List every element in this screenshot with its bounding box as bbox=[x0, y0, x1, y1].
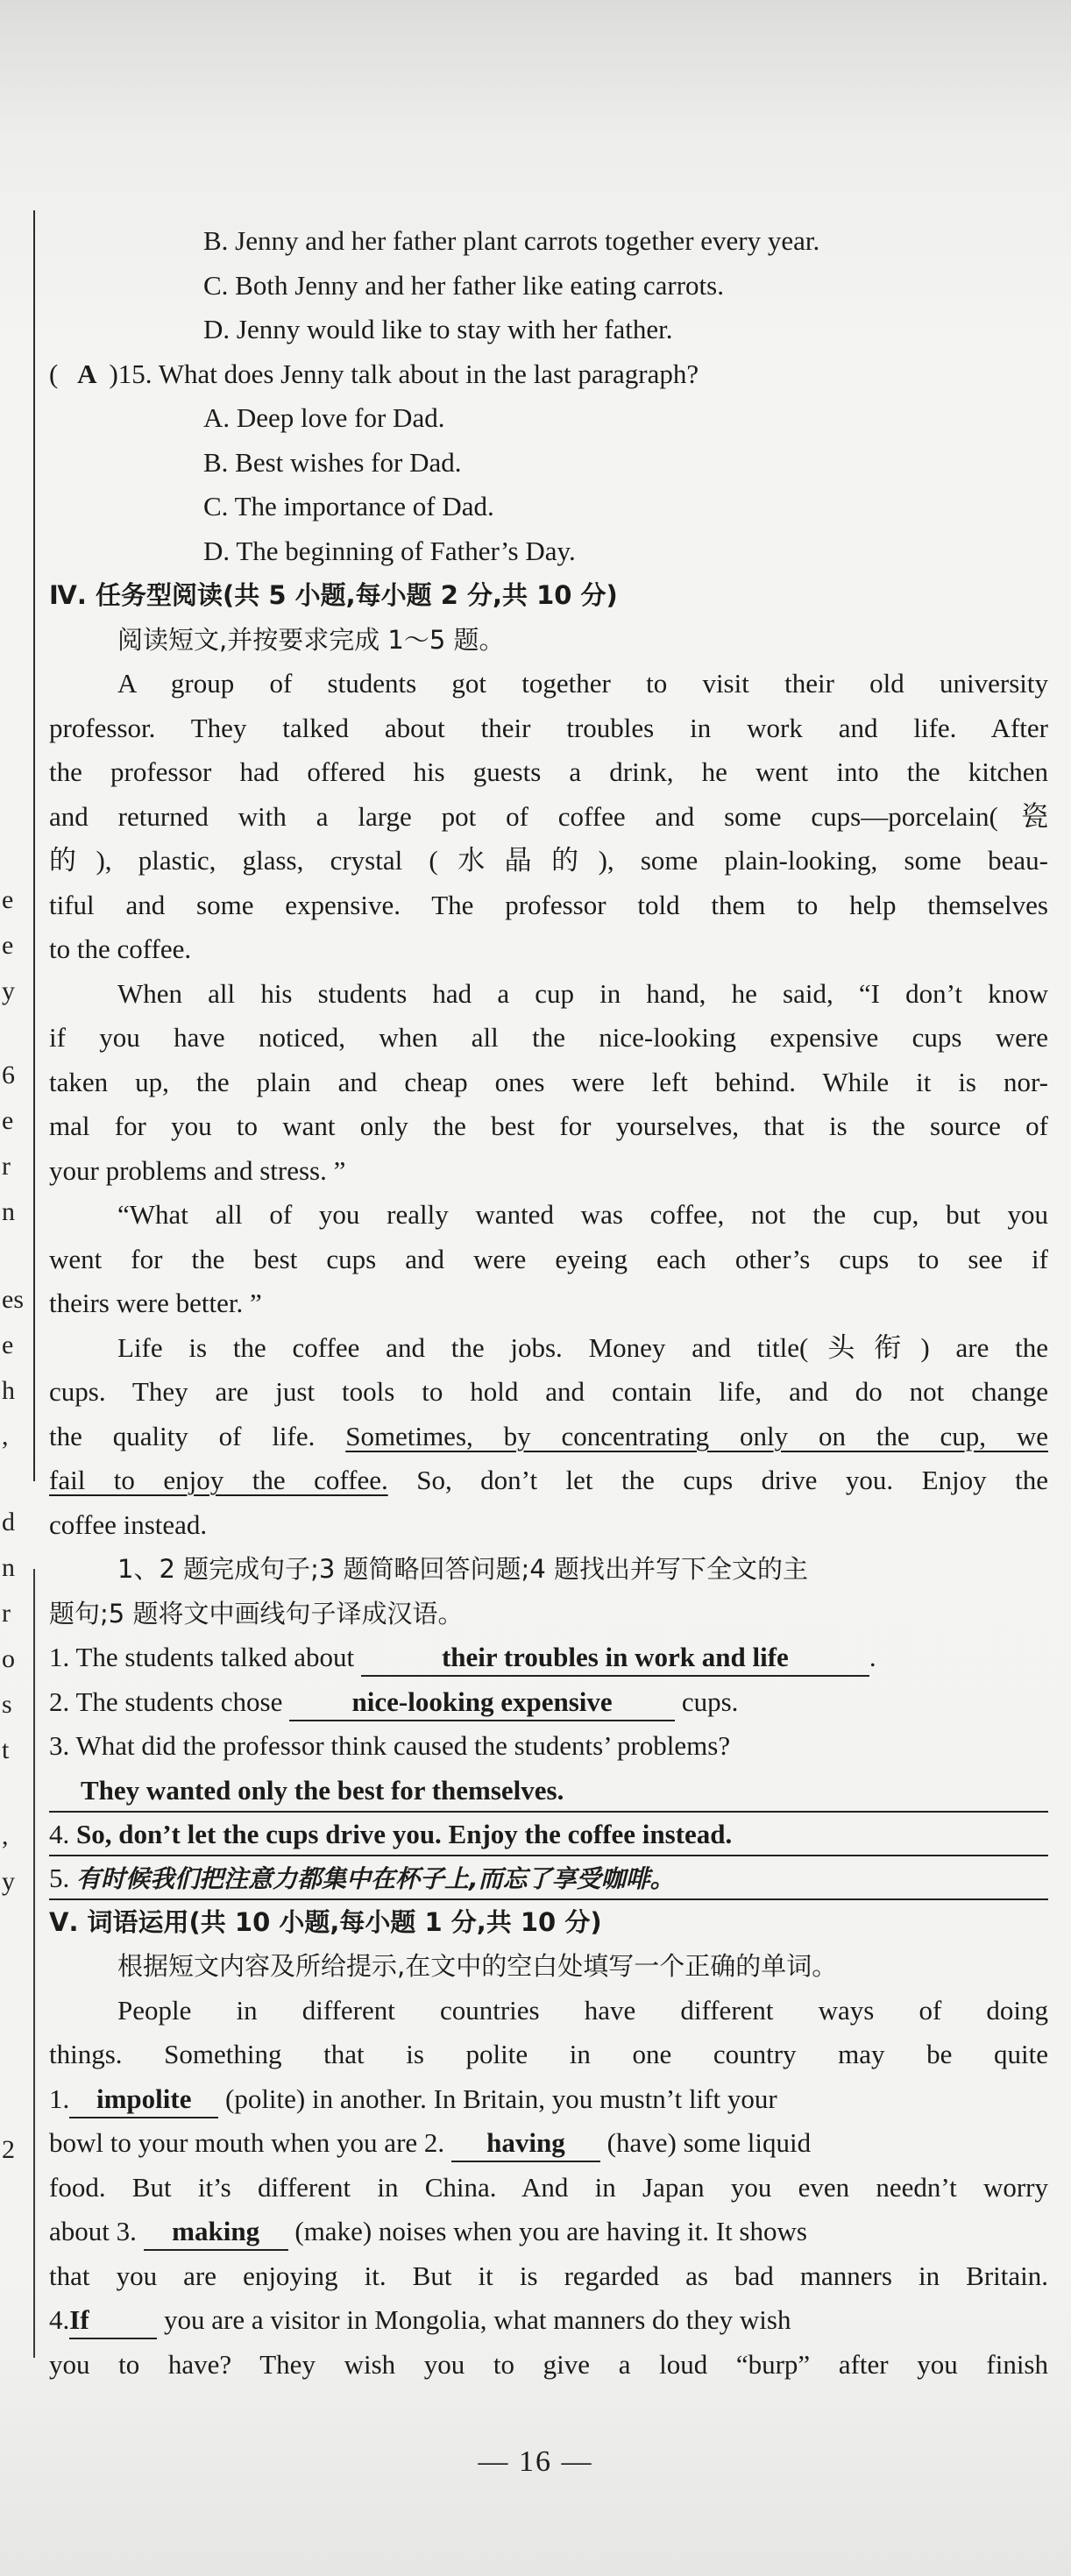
answer-blank-word-1: impolite bbox=[69, 2082, 218, 2118]
margin-char: 6 bbox=[2, 1061, 15, 1089]
margin-char: e bbox=[2, 885, 14, 914]
passage-line: things. Something that is polite in one country may be quite bbox=[49, 2039, 1048, 2069]
passage-text: (make) noises when you are having it. It shows bbox=[294, 2216, 807, 2246]
margin-char: r bbox=[2, 1152, 11, 1181]
question-1-end: . bbox=[869, 1642, 876, 1672]
margin-rule bbox=[33, 210, 35, 1481]
q14-option-c: C. Both Jenny and her father like eating carrots. bbox=[203, 269, 724, 301]
passage-line bbox=[49, 1458, 1048, 1503]
question-2 bbox=[49, 1680, 1048, 1725]
q14-option-b: B. Jenny and her father plant carrots together every year. bbox=[203, 225, 820, 256]
answer-line-5 bbox=[49, 1856, 1048, 1900]
q14-option-d: D. Jenny would like to stay with her father. bbox=[203, 314, 673, 344]
answer-blank-1: their troubles in work and life bbox=[361, 1640, 869, 1677]
passage-line: professor. They talked about their troubles in work and life. After bbox=[49, 712, 1048, 743]
question-2-text: 2. The students chose bbox=[49, 1685, 283, 1717]
passage-line: that you are enjoying it. But it is regarded as bad manners in Britain. bbox=[49, 2260, 1048, 2291]
margin-char: y bbox=[2, 1867, 15, 1896]
passage-text: bowl to your mouth when you are 2. bbox=[49, 2127, 445, 2158]
q15-option-c: C. The importance of Dad. bbox=[203, 491, 494, 522]
margin-char: e bbox=[2, 931, 14, 960]
margin-char: h bbox=[2, 1376, 15, 1405]
margin-char: y bbox=[2, 976, 15, 1005]
question-1 bbox=[49, 1636, 1048, 1680]
passage-line: the professor had offered his guests a drink, he went into the kitchen bbox=[49, 756, 1048, 787]
passage-line: your problems and stress. ” bbox=[49, 1154, 346, 1186]
margin-char: t bbox=[2, 1735, 10, 1764]
passage-line: mal for you to want only the best for yourselves, that is the source of bbox=[49, 1111, 1048, 1141]
answer-blank-2: nice-looking expensive bbox=[289, 1685, 675, 1721]
answer-5-handwritten: 有时候我们把注意力都集中在杯子上,而忘了享受咖啡。 bbox=[76, 1863, 675, 1893]
passage-line: tiful and some expensive. The professor told them to help themselves bbox=[49, 889, 1048, 920]
underlined-sentence: fail to enjoy the coffee. bbox=[49, 1465, 388, 1495]
answer-blank-word-3: making bbox=[144, 2214, 288, 2251]
margin-char: es bbox=[2, 1285, 24, 1314]
passage-line: cups. They are just tools to hold and contain life, and do not change bbox=[49, 1376, 1048, 1407]
passage-line: coffee instead. bbox=[49, 1508, 208, 1540]
passage-text: (polite) in another. In Britain, you mustn’t lift your bbox=[225, 2083, 777, 2114]
passage-line: to the coffee. bbox=[49, 933, 192, 964]
q15-option-b: B. Best wishes for Dad. bbox=[203, 446, 462, 478]
task-instruction: 1、2 题完成句子;3 题简略回答问题;4 题找出并写下全文的主 bbox=[117, 1554, 808, 1584]
q15-option-d: D. The beginning of Father’s Day. bbox=[203, 535, 576, 566]
passage-line bbox=[49, 2298, 1048, 2343]
passage-text: you are a visitor in Mongolia, what manners do they wish bbox=[164, 2304, 791, 2335]
passage-line: food. But it’s different in China. And in Japan you even needn’t worry bbox=[49, 2171, 1048, 2203]
margin-char: e bbox=[2, 1331, 14, 1359]
margin-char: n bbox=[2, 1553, 15, 1582]
q15-answer: A bbox=[77, 358, 97, 389]
margin-char: , bbox=[2, 1821, 9, 1850]
answer-4: So, don’t let the cups drive you. Enjoy the coffee instead. bbox=[76, 1818, 733, 1849]
passage-line: When all his students had a cup in hand, he said, “I don’t know bbox=[117, 977, 1048, 1009]
section-4-heading: Ⅳ. 任务型阅读(共 5 小题,每小题 2 分,共 10 分) bbox=[49, 580, 618, 610]
passage-line: if you have noticed, when all the nice-looking expensive cups were bbox=[49, 1022, 1048, 1053]
passage-line: “What all of you really wanted was coffee, not the cup, but you bbox=[117, 1199, 1048, 1230]
passage-line: A group of students got together to visit their old university bbox=[117, 668, 1048, 699]
blank-number: 4. bbox=[49, 2304, 70, 2335]
q15-option-a: A. Deep love for Dad. bbox=[203, 402, 445, 433]
passage-line: theirs were better. ” bbox=[49, 1288, 262, 1318]
passage-line: Life is the coffee and the jobs. Money and title(头衔) are the bbox=[117, 1331, 1048, 1363]
passage-text: the quality of life. bbox=[49, 1420, 346, 1451]
margin-char: d bbox=[2, 1508, 15, 1536]
margin-char: e bbox=[2, 1106, 14, 1135]
margin-char: o bbox=[2, 1644, 15, 1673]
passage-line: People in different countries have different ways of doing bbox=[117, 1994, 1048, 2026]
passage-line: and returned with a large pot of coffee and some cups—porcelain(瓷 bbox=[49, 800, 1048, 832]
question-2-end: cups. bbox=[681, 1685, 739, 1717]
margin-char: r bbox=[2, 1599, 11, 1628]
q15-stem bbox=[49, 352, 1048, 397]
question-1-text: 1. The students talked about bbox=[49, 1642, 355, 1672]
passage-line: you to have? They wish you to give a loud “burp” after you finish bbox=[49, 2348, 1048, 2380]
answer-line-4 bbox=[49, 1813, 1048, 1856]
page-number: — 16 — bbox=[478, 2445, 593, 2478]
answer-line-3: They wanted only the best for themselves. bbox=[49, 1769, 1048, 1813]
question-5-number: 5. bbox=[49, 1862, 70, 1893]
q15-question: )15. What does Jenny talk about in the last paragraph? bbox=[109, 358, 699, 389]
section-5-instruction: 根据短文内容及所给提示,在文中的空白处填写一个正确的单词。 bbox=[117, 1951, 838, 1981]
answer-blank-word-2: having bbox=[451, 2125, 600, 2162]
passage-line: taken up, the plain and cheap ones were left behind. While it is nor- bbox=[49, 1066, 1048, 1097]
passage-line: 的), plastic, glass, crystal (水晶的), some plain-looking, some beau- bbox=[49, 845, 1048, 876]
margin-char: 2 bbox=[2, 2135, 15, 2164]
passage-line bbox=[49, 2210, 1048, 2254]
passage-text: So, don’t let the cups drive you. Enjoy the bbox=[387, 1465, 1048, 1495]
section-4-instruction: 阅读短文,并按要求完成 1～5 题。 bbox=[117, 624, 505, 655]
margin-rule-lower bbox=[33, 1569, 35, 2358]
blank-number: 1. bbox=[49, 2083, 70, 2114]
q15-paren: ( bbox=[49, 358, 59, 389]
passage-line bbox=[49, 2077, 1048, 2122]
answer-blank-word-4: If bbox=[69, 2303, 157, 2339]
passage-text: (have) some liquid bbox=[606, 2127, 812, 2158]
margin-char: n bbox=[2, 1197, 15, 1226]
passage-line bbox=[49, 1415, 1048, 1459]
underlined-sentence: Sometimes, by concentrating only on the cup, we bbox=[345, 1420, 1048, 1451]
question-3: 3. What did the professor think caused the students’ problems? bbox=[49, 1730, 731, 1761]
passage-text: about 3. bbox=[49, 2216, 137, 2246]
margin-char: , bbox=[2, 1422, 9, 1451]
passage-line bbox=[49, 2121, 1048, 2166]
question-4-number: 4. bbox=[49, 1818, 70, 1849]
margin-char: s bbox=[2, 1690, 12, 1719]
task-instruction: 题句;5 题将文中画线句子译成汉语。 bbox=[49, 1598, 464, 1629]
section-5-heading: Ⅴ. 词语运用(共 10 小题,每小题 1 分,共 10 分) bbox=[49, 1906, 602, 1937]
passage-line: went for the best cups and were eyeing each other’s cups to see if bbox=[49, 1243, 1048, 1274]
worksheet-content bbox=[49, 219, 1048, 2387]
